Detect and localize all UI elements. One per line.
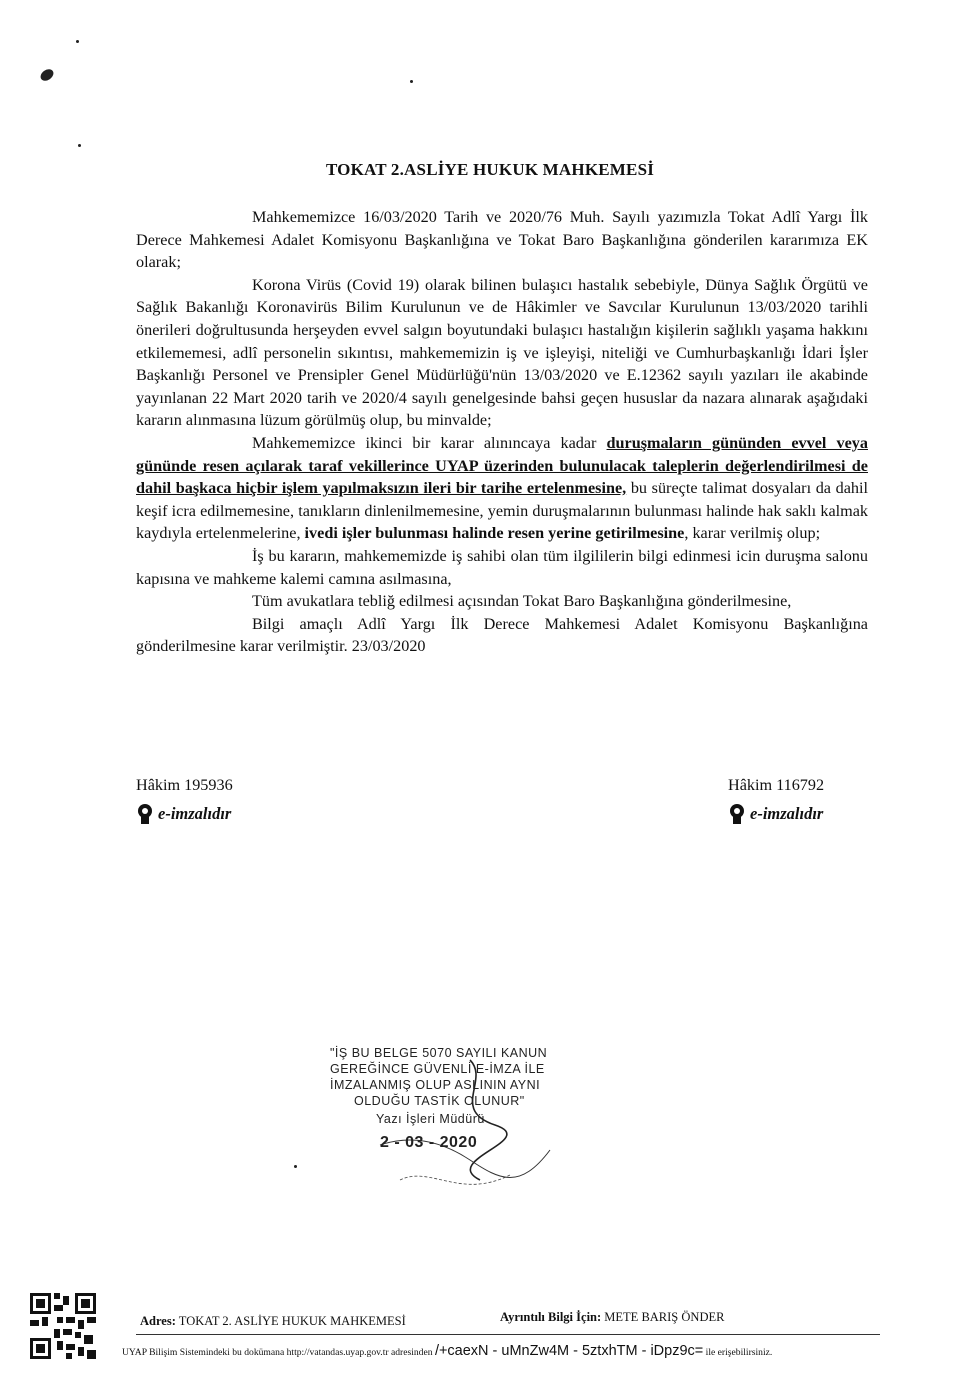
scan-speck <box>76 40 79 43</box>
stamp-line-1: "İŞ BU BELGE 5070 SAYILI KANUN <box>330 1046 548 1060</box>
contact-label: Ayrıntılı Bilgi İçin: <box>500 1310 602 1324</box>
scan-speck <box>294 1165 297 1168</box>
scan-speck <box>78 144 81 147</box>
emblem-icon <box>728 803 746 825</box>
qr-code-icon <box>30 1293 96 1359</box>
paragraph-6: Bilgi amaçlı Adlî Yargı İlk Derece Mahkemesi Adalet Komisyonu Başkanlığına gönderilmesine karar verilmiştir. 23/03/2020 <box>136 614 868 656</box>
paragraph-3-urgent: ivedi işler bulunması halinde resen yerine getirilmesine <box>304 524 685 543</box>
footer-divider <box>136 1334 880 1335</box>
contact-value: METE BARIŞ ÖNDER <box>604 1310 725 1324</box>
stamp-line-3: İMZALANMIŞ OLUP ASLININ AYNI <box>330 1078 541 1092</box>
uyap-prefix: UYAP Bilişim Sistemindeki bu dokümana http://vatandas.uyap.gov.tr adresinden <box>122 1347 433 1358</box>
paragraph-1: Mahkememizce 16/03/2020 Tarih ve 2020/76 Muh. Sayılı yazımızla Tokat Adlî Yargı İlk Derece Mahkemesi Adalet Komisyonu Başkanlığına ve Tokat Baro Başkanlığına gönderilen kararımıza EK olarak; <box>136 208 868 272</box>
paragraph-3 <box>136 432 868 545</box>
esign-block <box>728 803 824 825</box>
document-body <box>136 206 868 658</box>
emblem-icon <box>136 803 154 825</box>
court-title: TOKAT 2.ASLİYE HUKUK MAHKEMESİ <box>325 160 655 179</box>
signature-left <box>136 776 233 825</box>
scan-mark <box>38 67 55 83</box>
stamp-line-4: OLDUĞU TASTİK OLUNUR" <box>354 1094 525 1108</box>
paragraph-3-end: , karar verilmiş olup; <box>684 524 821 543</box>
uyap-suffix: ile erişebilirsiniz. <box>705 1347 773 1358</box>
esign-label: e-imzalıdır <box>158 804 232 823</box>
paragraph-4: İş bu kararın, mahkememizde iş sahibi olan tüm ilgililerin bilgi edinmesi icin duruşma salonu kapısına ve mahkeme kalemi camına asılmasına, <box>136 546 868 588</box>
address-value: TOKAT 2. ASLİYE HUKUK MAHKEMESİ <box>178 1314 406 1328</box>
esign-block <box>136 803 233 825</box>
paragraph-3-middle: bu süreçte talimat dosyaları da dahil keşif icra edilmemesine, tanıkların dinlenilmemesine, yemin duruşmalarının bulunması halinde hak saklı kalmak kaydıyla ertelenmelerine, <box>136 479 868 543</box>
paragraph-5: Tüm avukatlara tebliğ edilmesi açısından Tokat Baro Başkanlığına gönderilmesine, <box>252 592 792 611</box>
stamp-date: 2 - 03 - 2020 <box>380 1134 478 1151</box>
footer-contact <box>500 1310 724 1325</box>
footer-address <box>140 1314 406 1329</box>
stamp-line-2: GEREĞİNCE GÜVENLİ E-İMZA İLE <box>330 1062 545 1076</box>
paragraph-3-decision: duruşmaların gününden evvel veya gününde resen açılarak taraf vekillerince UYAP üzerinden bulunulacak taleplerin değerlendirilmesi de dahil başkaca hiçbir işlem yapılmaksızın ileri bir tarihe ertelenmesine, <box>136 433 868 498</box>
judge-name: Hâkim 195936 <box>136 776 233 794</box>
judge-name: Hâkim 116792 <box>728 776 825 794</box>
uyap-code: /+caexN - uMnZw4M - 5ztxhTM - iDpz9c= <box>434 1343 704 1359</box>
footer-uyap-line <box>122 1343 772 1359</box>
certification-stamp <box>320 1040 590 1210</box>
address-label: Adres: <box>140 1314 176 1328</box>
stamp-line-5: Yazı İşleri Müdürü <box>376 1112 485 1126</box>
signature-right <box>728 776 824 825</box>
scan-speck <box>410 80 413 83</box>
paragraph-2: Korona Virüs (Covid 19) olarak bilinen bulaşıcı hastalık sebebiyle, Dünya Sağlık Örgütü ve Sağlık Bakanlığı Koronavirüs Bilim Kurulunun ve de Hâkimler ve Savcılar Kurulunun 13/03/2020 tarihli önerileri doğrultusunda herşeyden evvel salgın boyutundaki bulaşıcı hastalığın kişilerin sağlıklı yaşama hakkını etkilememesi, adlî personelin sıkıntısı, mahkememizin iş ve işleyişi, niteliği ve Cumhurbaşkanlığı İdari İşler Başkanlığı Personel ve Prensipler Genel Müdürlüğü'nün 13/03/2020 ve E.12362 sayılı yazıları ile akabinde yayınlanan 22 Mart 2020 tarih ve 2020/4 sayılı genelgesinde bahsi geçen hususlar da nazara alınarak aşağıdaki kararın alınmasına lüzum görülmüş olup, bu minvalde; <box>136 275 868 430</box>
esign-label: e-imzalıdır <box>750 804 824 823</box>
paragraph-3-intro: Mahkememizce ikinci bir karar alınıncaya kadar <box>252 433 607 452</box>
